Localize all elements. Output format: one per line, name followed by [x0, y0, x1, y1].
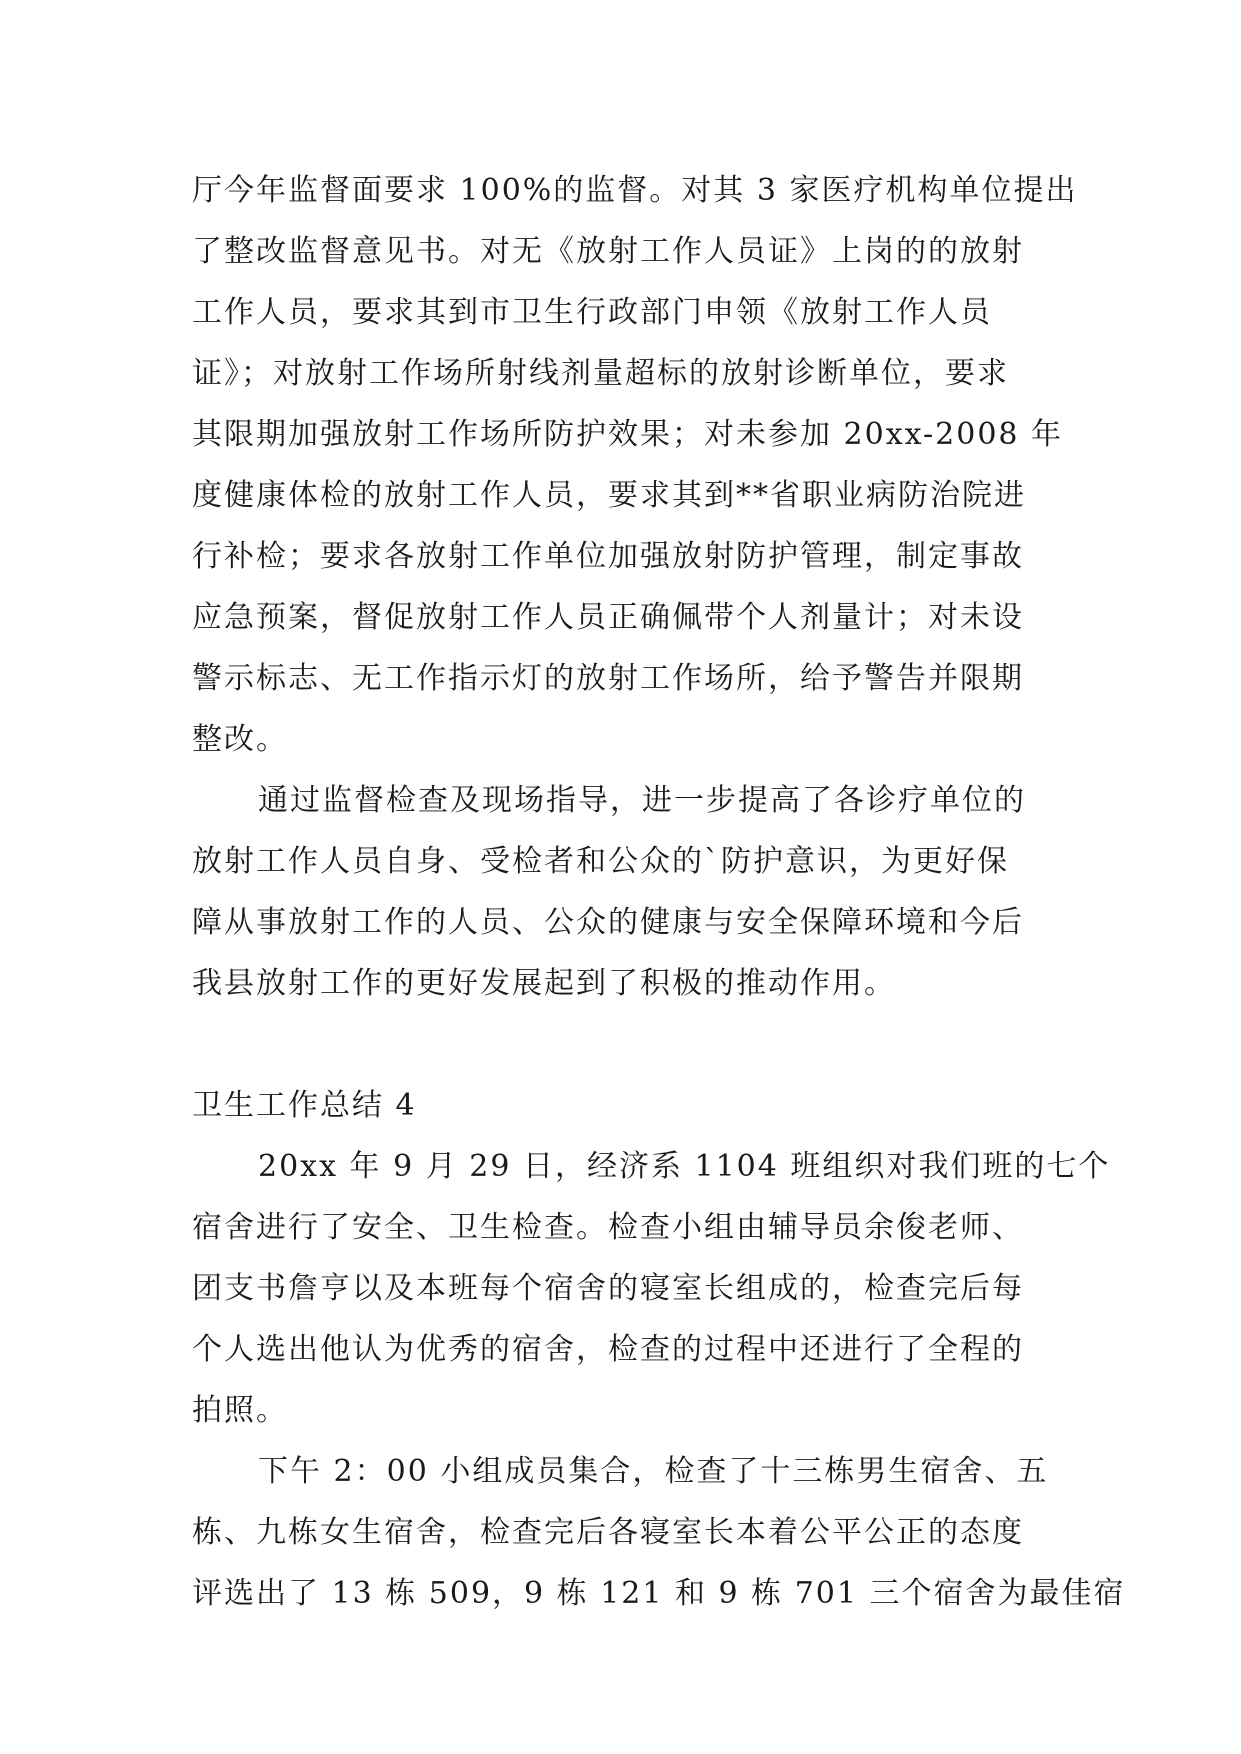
- text-line: 栋、九栋女生宿舍，检查完后各寝室长本着公平公正的态度: [192, 1515, 1024, 1550]
- text-line: 应急预案，督促放射工作人员正确佩带个人剂量计；对未设: [192, 600, 1024, 635]
- document-body: [192, 160, 1126, 1624]
- text-line: 通过监督检查及现场指导，进一步提高了各诊疗单位的: [258, 783, 1026, 818]
- text-line: 证》；对放射工作场所射线剂量超标的放射诊断单位，要求: [192, 356, 1009, 391]
- text-line: 警示标志、无工作指示灯的放射工作场所，给予警告并限期: [192, 661, 1024, 696]
- text-line: 拍照。: [192, 1393, 288, 1428]
- text-line: 放射工作人员自身、受检者和公众的`防护意识，为更好保: [192, 844, 1009, 879]
- text-line: 度健康体检的放射工作人员，要求其到**省职业病防治院进: [192, 478, 1026, 513]
- paragraph-radiation-supervision: [192, 160, 1078, 770]
- text-line: 厅今年监督面要求 100%的监督。对其 3 家医疗机构单位提出: [192, 173, 1078, 208]
- text-line: 我县放射工作的更好发展起到了积极的推动作用。: [192, 966, 896, 1001]
- text-line: 工作人员，要求其到市卫生行政部门申领《放射工作人员: [192, 295, 992, 330]
- section-spacer: [192, 1014, 1072, 1075]
- text-line: 了整改监督意见书。对无《放射工作人员证》上岗的的放射: [192, 234, 1024, 269]
- text-line: 宿舍进行了安全、卫生检查。检查小组由辅导员余俊老师、: [192, 1210, 1024, 1245]
- paragraph-summary: [192, 770, 1072, 1014]
- text-line: 下午 2：00 小组成员集合，检查了十三栋男生宿舍、五: [258, 1454, 1049, 1489]
- text-line: 评选出了 13 栋 509，9 栋 121 和 9 栋 701 三个宿舍为最佳宿: [192, 1576, 1126, 1611]
- text-line: 20xx 年 9 月 29 日，经济系 1104 班组织对我们班的七个: [258, 1149, 1111, 1184]
- text-line: 团支书詹亨以及本班每个宿舍的寝室长组成的，检查完后每: [192, 1271, 1024, 1306]
- text-line: 个人选出他认为优秀的宿舍，检查的过程中还进行了全程的: [192, 1332, 1024, 1367]
- text-line: 其限期加强放射工作场所防护效果；对未参加 20xx-2008 年: [192, 417, 1064, 452]
- paragraph-dorm-inspection: [192, 1136, 1111, 1441]
- paragraph-afternoon-inspection: [192, 1441, 1126, 1624]
- section-heading: 卫生工作总结 4: [192, 1088, 417, 1123]
- text-line: 整改。: [192, 722, 288, 757]
- text-line: 行补检；要求各放射工作单位加强放射防护管理，制定事故: [192, 539, 1024, 574]
- text-line: 障从事放射工作的人员、公众的健康与安全保障环境和今后: [192, 905, 1024, 940]
